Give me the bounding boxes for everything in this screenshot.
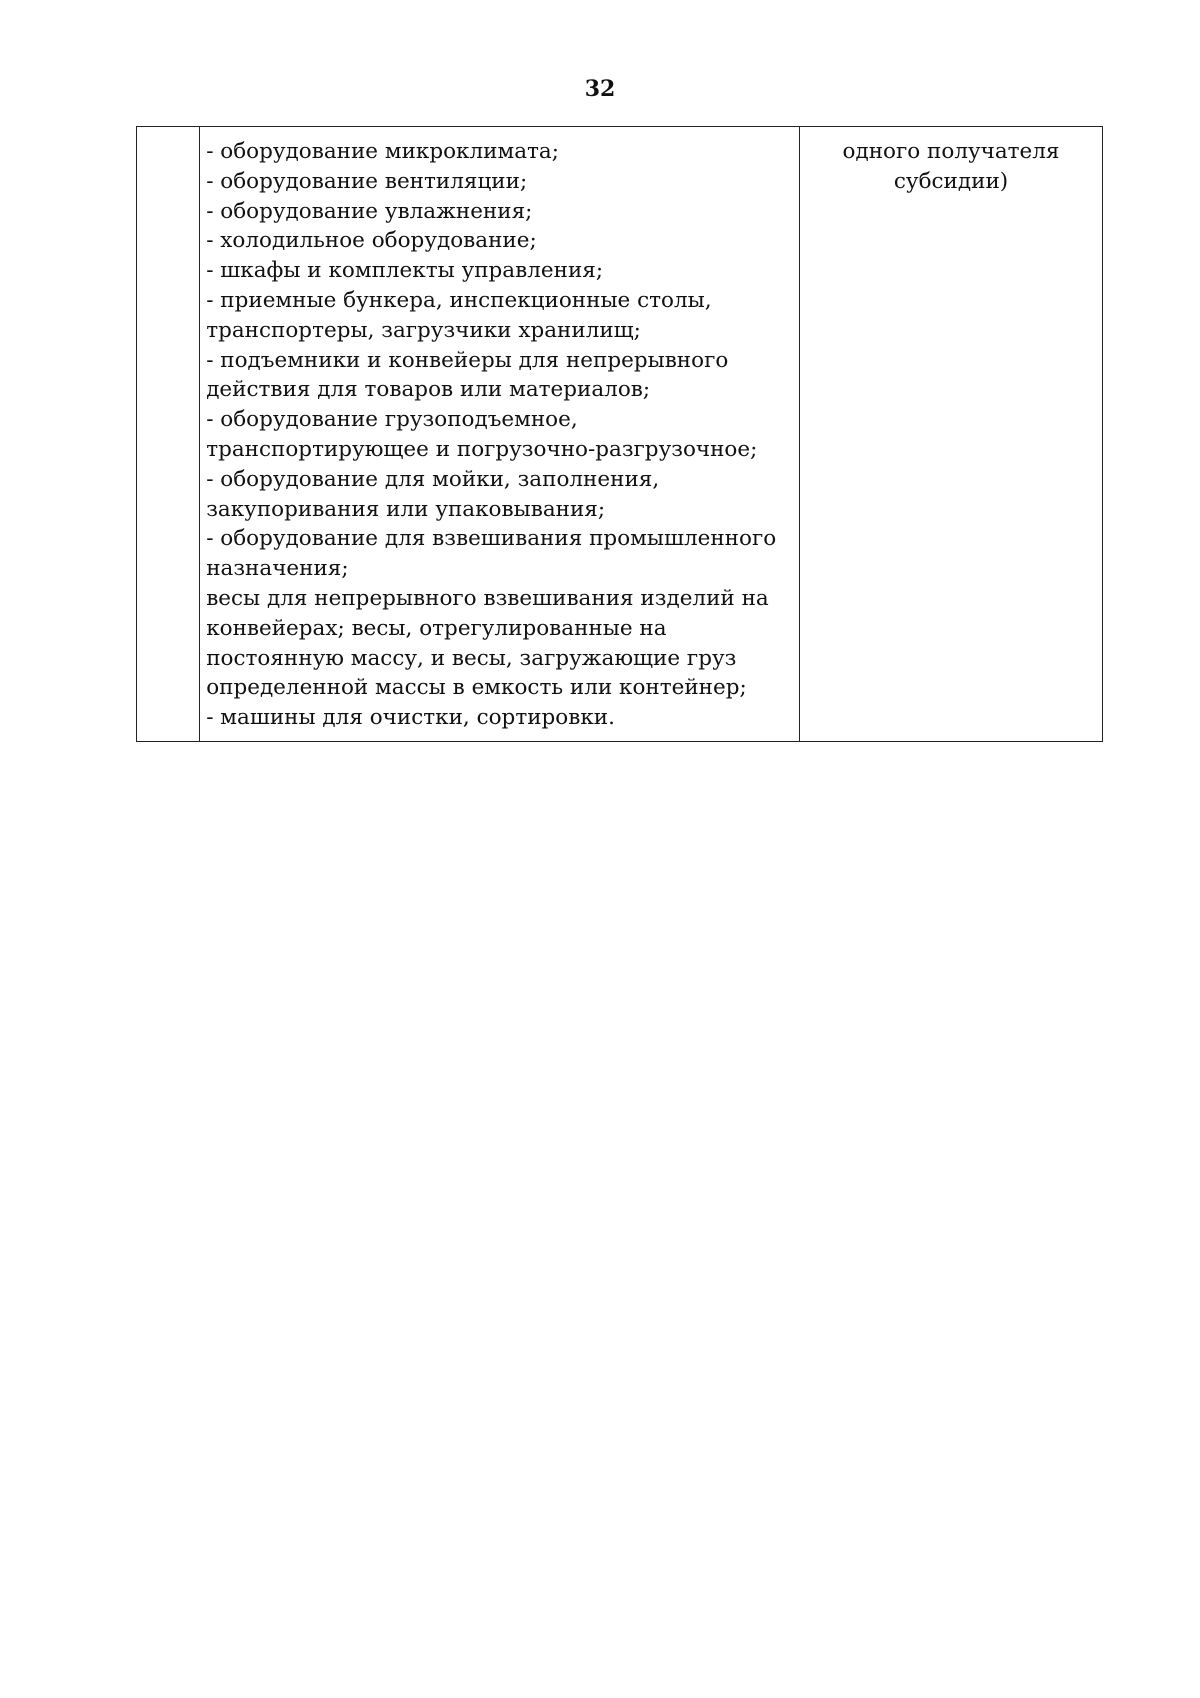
list-item: определенной массы в емкость или контейнер; xyxy=(206,675,747,701)
list-item: - машины для очистки, сортировки. xyxy=(206,705,615,731)
list-item: действия для товаров или материалов; xyxy=(206,377,651,403)
list-item: закупоривания или упаковывания; xyxy=(206,496,606,522)
list-item: - оборудование вентиляции; xyxy=(206,168,528,194)
list-item: - оборудование для мойки, заполнения, xyxy=(206,466,660,492)
list-item: весы для непрерывного взвешивания изделий на xyxy=(206,585,769,611)
table-row xyxy=(137,127,1103,742)
subsidy-limit-cell xyxy=(800,127,1103,742)
equipment-list-cell xyxy=(200,127,800,742)
row-number-cell xyxy=(137,127,200,742)
page-number: 32 xyxy=(584,76,616,102)
list-item: - подъемники и конвейеры для непрерывного xyxy=(206,347,729,373)
list-item: транспортеры, загрузчики хранилищ; xyxy=(206,317,641,343)
list-item: - оборудование грузоподъемное, xyxy=(206,407,578,433)
list-item: - приемные бункера, инспекционные столы, xyxy=(206,287,712,313)
list-item: транспортирующее и погрузочно-разгрузочное; xyxy=(206,436,758,462)
list-item: - холодильное оборудование; xyxy=(206,228,537,254)
list-item: - шкафы и комплекты управления; xyxy=(206,258,604,284)
list-item: постоянную массу, и весы, загружающие груз xyxy=(206,645,737,671)
list-item: назначения; xyxy=(206,556,349,582)
list-item: - оборудование для взвешивания промышленного xyxy=(206,526,777,552)
limit-text-line: субсидии) xyxy=(893,168,1009,194)
list-item: - оборудование увлажнения; xyxy=(206,198,533,224)
limit-text-line: одного получателя xyxy=(842,139,1060,164)
equipment-table xyxy=(136,126,1103,742)
list-item: конвейерах; весы, отрегулированные на xyxy=(206,615,667,641)
list-item: - оборудование микроклимата; xyxy=(206,139,559,164)
